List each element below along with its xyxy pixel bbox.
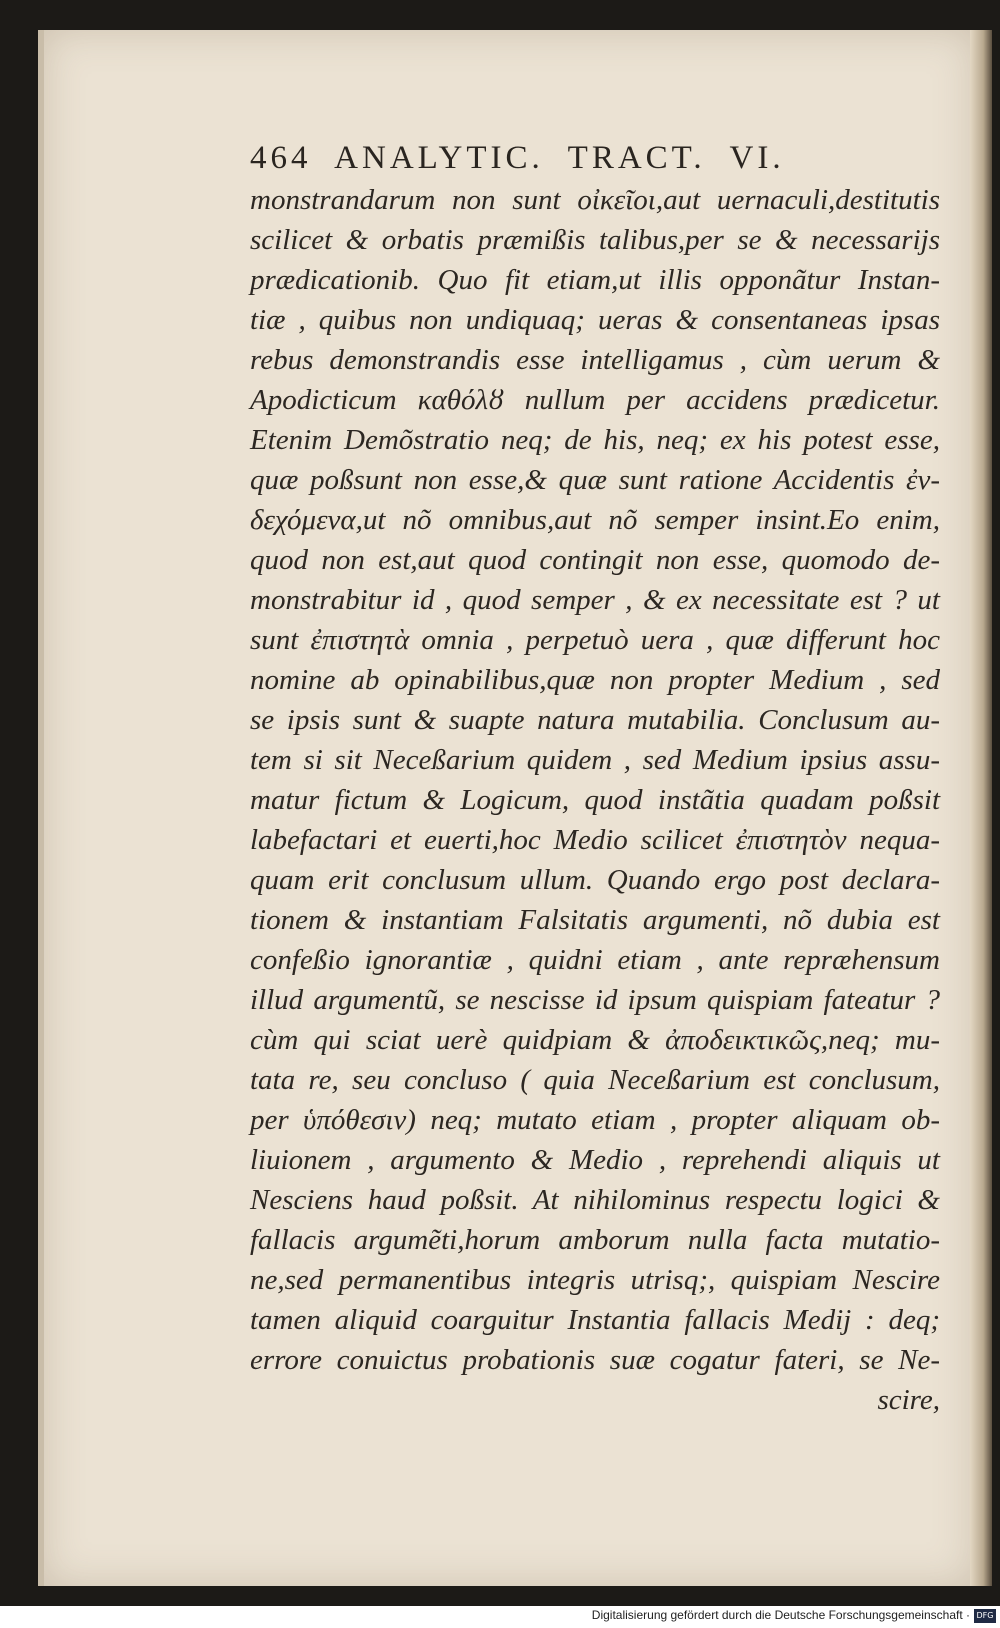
text-line: Nesciens haud poßsit. At nihilominus respectu logici & — [250, 1184, 940, 1216]
text-line: rebus demonstrandis esse intelligamus , cùm uerum & — [250, 344, 940, 376]
page-edge — [970, 30, 992, 1586]
text-line: fallacis argumẽti,horum amborum nulla facta mutatio- — [250, 1224, 940, 1256]
running-head: 464 ANALYTIC. TRACT. VI. — [250, 140, 785, 176]
text-line: matur fictum & Logicum, quod instãtia quadam poßsit — [250, 784, 940, 816]
text-line: sunt ἐπιστητὰ omnia , perpetuò uera , quæ differunt hoc — [250, 624, 940, 656]
text-line: se ipsis sunt & suapte natura mutabilia. Conclusum au- — [250, 704, 940, 736]
text-line: scilicet & orbatis præmißis talibus,per se & necessarijs — [250, 224, 940, 256]
text-line: per ὑπόθεσιν) neq; mutato etiam , propter aliquam ob- — [250, 1104, 940, 1136]
text-line: quod non est,aut quod contingit non esse, quomodo de- — [250, 544, 940, 576]
text-line: monstrabitur id , quod semper , & ex necessitate est ? ut — [250, 584, 940, 616]
footer-credit: Digitalisierung gefördert durch die Deutsche Forschungsgemeinschaft · — [591, 1608, 970, 1622]
text-line: liuionem , argumento & Medio , reprehendi aliquis ut — [250, 1144, 940, 1176]
text-line: tionem & instantiam Falsitatis argumenti, nõ dubia est — [250, 904, 940, 936]
text-block — [250, 180, 940, 1420]
text-line: δεχόμενα,ut nõ omnibus,aut nõ semper insint.Eo enim, — [250, 504, 940, 536]
text-line: cùm qui sciat uerè quidpiam & ἀποδεικτικῶς,neq; mu- — [250, 1024, 940, 1056]
text-line: Etenim Demõstratio neq; de his, neq; ex his potest esse, — [250, 424, 940, 456]
text-line: scire, — [877, 1384, 940, 1416]
text-line: illud argumentũ, se nescisse id ipsum quispiam fateatur ? — [250, 984, 940, 1016]
text-line: quæ poßsunt non esse,& quæ sunt ratione Accidentis ἐν- — [250, 464, 940, 496]
footer-bar — [0, 1606, 1000, 1628]
text-line: quam erit conclusum ullum. Quando ergo post declara- — [250, 864, 940, 896]
text-line: errore conuictus probationis suæ cogatur fateri, se Ne- — [250, 1344, 940, 1376]
text-line: labefactari et euerti,hoc Medio scilicet ἐπιστητὸν nequa- — [250, 824, 940, 856]
text-line: confeßio ignorantiæ , quidni etiam , ante repræhensum — [250, 944, 940, 976]
text-line: nomine ab opinabilibus,quæ non propter Medium , sed — [250, 664, 940, 696]
text-line: monstrandarum non sunt οἰκεῖοι,aut uernaculi,destitutis — [250, 184, 940, 216]
text-line: ne,sed permanentibus integris utrisq;, quispiam Nescire — [250, 1264, 940, 1296]
text-line: Apodicticum καθόλȣ nullum per accidens prædicetur. — [250, 384, 940, 416]
text-line: tata re, seu concluso ( quia Neceßarium est conclusum, — [250, 1064, 940, 1096]
dfg-logo: DFG — [974, 1609, 996, 1623]
text-line: tiæ , quibus non undiquaq; ueras & consentaneas ipsas — [250, 304, 940, 336]
text-line: prædicationib. Quo fit etiam,ut illis opponãtur Instan- — [250, 264, 940, 296]
text-line: tem si sit Neceßarium quidem , sed Medium ipsius assu- — [250, 744, 940, 776]
text-line: tamen aliquid coarguitur Instantia fallacis Medij : deq; — [250, 1304, 940, 1336]
